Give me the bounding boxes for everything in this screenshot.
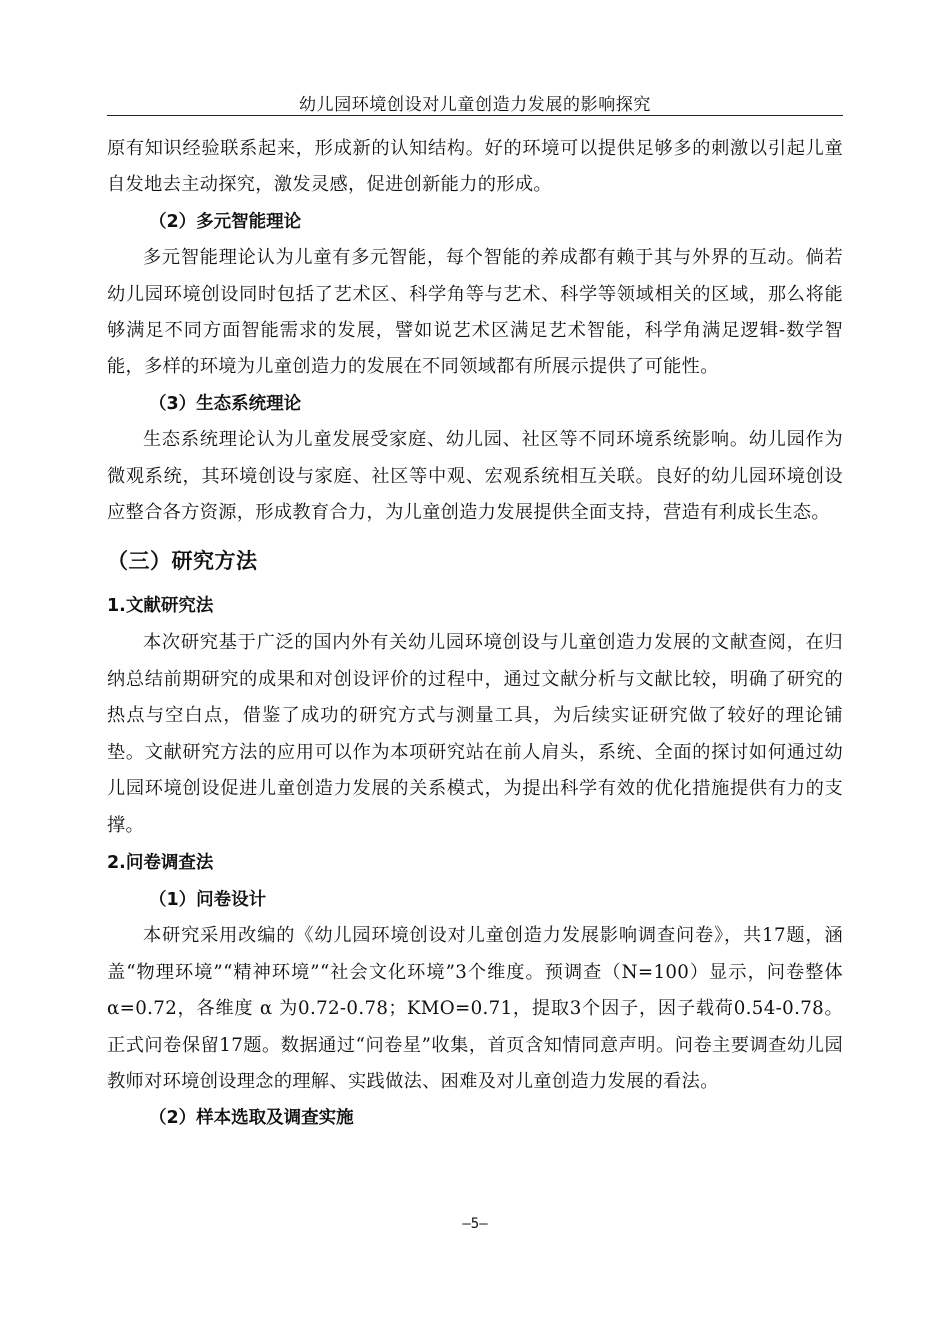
method-heading-literature: 1.文献研究法 [107,596,214,617]
section-heading-research-methods: （三）研究方法 [107,549,258,574]
subheading-questionnaire-design: （1）问卷设计 [149,889,267,910]
running-header: 幼儿园环境创设对儿童创造力发展的影响探究 [299,95,651,115]
subheading-multiple-intelligences: （2）多元智能理论 [149,211,302,232]
subheading-ecological-systems: （3）生态系统理论 [149,393,302,414]
paragraph-questionnaire-design: 本研究采用改编的《幼儿园环境创设对儿童创造力发展影响调查问卷》，共17题，涵盖“物理环境”“精神环境”“社会文化环境”3个维度。预调查（N=100）显示，问卷整体 α=0.72，各维度 α 为0.72-0.78；KMO=0.71，提取3个因子，因子载荷0.54-0.78。正式问卷保留17题。数据通过“问卷星”收集，首页含知情同意声明。问卷主要调查幼儿园教师对环境创设理念的理解、实践做法、困难及对儿童创造力发展的看法。 [107,925,843,1092]
paragraph-continuation: 原有知识经验联系起来，形成新的认知结构。好的环境可以提供足够多的刺激以引起儿童自发地去主动探究，激发灵感，促进创新能力的形成。 [107,138,843,196]
paragraph-literature-method: 本次研究基于广泛的国内外有关幼儿园环境创设与儿童创造力发展的文献查阅，在归纳总结前期研究的成果和对创设评价的过程中，通过文献分析与文献比较，明确了研究的热点与空白点，借鉴了成功的研究方式与测量工具，为后续实证研究做了较好的理论铺垫。文献研究方法的应用可以作为本项研究站在前人肩头，系统、全面的探讨如何通过幼儿园环境创设促进儿童创造力发展的关系模式，为提出科学有效的优化措施提供有力的支撑。 [107,632,843,836]
paragraph-ecological-systems: 生态系统理论认为儿童发展受家庭、幼儿园、社区等不同环境系统影响。幼儿园作为微观系统，其环境创设与家庭、社区等中观、宏观系统相互关联。良好的幼儿园环境创设应整合各方资源，形成教育合力，为儿童创造力发展提供全面支持，营造有利成长生态。 [107,429,843,524]
page-number: —5— [462,1216,488,1232]
method-heading-questionnaire: 2.问卷调查法 [107,852,214,873]
page-body [107,131,843,1137]
subheading-sample-selection: （2）样本选取及调查实施 [149,1108,354,1129]
header-rule [107,115,843,116]
paragraph-multiple-intelligences: 多元智能理论认为儿童有多元智能，每个智能的养成都有赖于其与外界的互动。倘若幼儿园环境创设同时包括了艺术区、科学角等与艺术、科学等领域相关的区域，那么将能够满足不同方面智能需求的发展，譬如说艺术区满足艺术智能，科学角满足逻辑-数学智能，多样的环境为儿童创造力的发展在不同领域都有所展示提供了可能性。 [107,247,843,378]
